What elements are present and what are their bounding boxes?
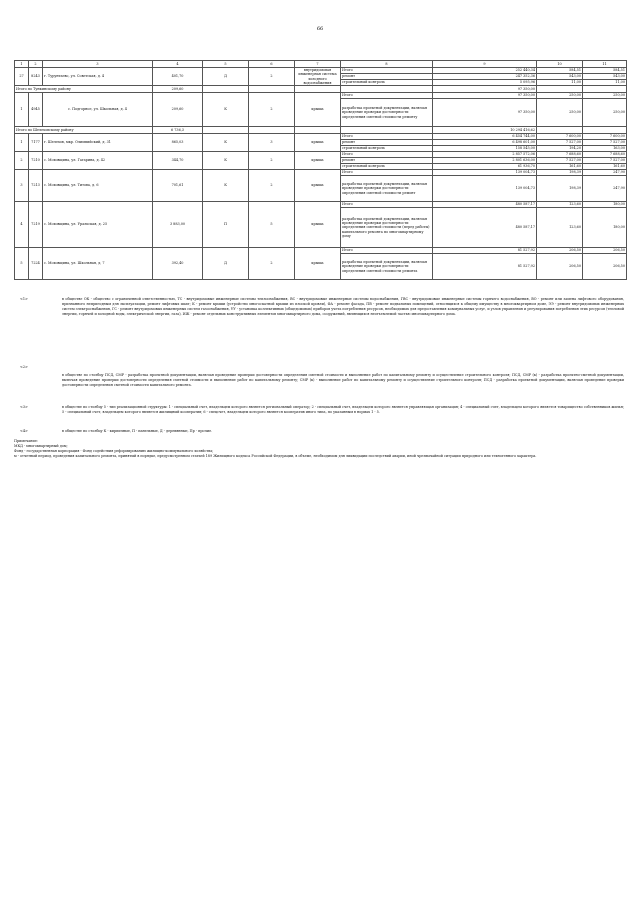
unit-cost: 11,00	[537, 80, 583, 86]
footnote-text: в обществе по столбцу 5 - тип реализационной структуры: 1 - специальный счет, владельцем которого является региональный оператор; 2 - специальный счет, владельцем которого является управляющая организация; 4 - специальный счет, владельцем которого является товарищество собственников жилья; 5 - специальный счет, владельцем которого является жилищный кооператив; 6 - спецсчет, владельцем которого является кооператив иного типа, по указанным в нормах 1 - 5.	[62, 405, 624, 414]
unit-cost: 206,50	[537, 248, 583, 254]
remarks-line: Фонд - государственная корпорация - Фонд содействия реформированию жилищно-коммунального хозяйства;	[14, 449, 214, 454]
unit-cost: 584,51	[537, 68, 583, 74]
work-stage: строительный контроль	[341, 164, 433, 170]
cost: 5 095,96	[433, 80, 537, 86]
unit-cost: 198,39	[537, 176, 583, 202]
limit-cost: 180,00	[583, 202, 627, 208]
cost: 2 857 572,06	[433, 152, 537, 158]
footnote-text: в обществе по столбцу К - кирпичные, П - панельные, Д - деревянные, Пр - прочие.	[62, 429, 213, 433]
address: с. Моховщина, ул. Школьная, д. 7	[43, 248, 153, 280]
table-row	[15, 134, 627, 140]
wall-material: П	[203, 202, 249, 248]
unit-cost: 7 527,00	[537, 158, 583, 164]
address: с. Моховщина, ул. Гагарина, д. 42	[43, 152, 153, 170]
unit-cost: 206,50	[537, 254, 583, 280]
unit-cost: 7 527,00	[537, 140, 583, 146]
cost: 6 454 744,00	[433, 134, 537, 140]
footnote-text: в обществе ОК - общество с ограниченной ответственностью, ТС - внутридомовые инженерные системы теплоснабжения, ВС - внутридомовые инженерные системы водоснабжения, ГВС - внутридомовые инженерные системы горячего водоснабжения, ВО - ремонт или замена лифтового оборудования, признанного непригодным для эксплуатации, ремонт лифтовых шахт; К - ремонт крыши (устройство многоскатной крыши из плоской кровли), ФА - ремонт фасада, ПВ - ремонт подвальных помещений, относящихся к общему имуществу в многоквартирном доме, ЭЭ - ремонт внутридомовых инженерных систем электроснабжения, ГС - ремонт внутридомовых инженерных систем газоснабжения, УУ - установка коллективных (общедомовых) приборов учета потребления ресурсов, необходимых для предоставления коммунальных услуг, и узлов управления и регулирования потребления этих ресурсов (тепловой энергии, горячей и холодной воды, электрической энергии, газа), ИЖ - ремонт отдельных конструктивных элементов многоквартирного дома, сооружений, являющихся неотъемлемой частью многоквартирного дома.	[62, 297, 624, 316]
work-stage: Итого	[341, 134, 433, 140]
cost: 61 936,70	[433, 164, 537, 170]
limit-cost: 7 600,00	[583, 134, 627, 140]
limit-cost: 180,00	[583, 208, 627, 248]
address: с. Подгорное, ул. Школьная, д. 4	[43, 93, 153, 127]
wall-material: Д	[203, 68, 249, 86]
area: 392,40	[153, 248, 203, 280]
col-head: 6	[249, 61, 295, 68]
limit-cost: 584,51	[583, 68, 627, 74]
footnote-mark: <3>	[20, 405, 28, 409]
cost: 139 004,73	[433, 176, 537, 202]
cost: 480 587,17	[433, 202, 537, 208]
limit-cost: 7 688,60	[583, 152, 627, 158]
cost: 158 545,00	[433, 146, 537, 152]
area: 865,03	[153, 134, 203, 152]
limit-cost: 250,00	[583, 99, 627, 127]
work-type: крыша	[295, 93, 341, 127]
cost: 480 587,17	[433, 208, 537, 248]
col-head: 2	[29, 61, 43, 68]
work-stage: строительный контроль	[341, 146, 433, 152]
limit-cost: 250,00	[583, 93, 627, 99]
unit-cost: 543,00	[537, 74, 583, 80]
district-total-label: Итого по Шелеховскому району	[15, 127, 153, 134]
limit-cost: 7 527,00	[583, 140, 627, 146]
row-number: 2	[15, 152, 29, 170]
floors: 2	[249, 152, 295, 170]
limit-cost: 11,00	[583, 80, 627, 86]
work-type: крыша	[295, 134, 341, 152]
footnote-text: в обществе по столбцу ПСД, СМР - разработка проектной документации, включая проведение проверки достоверности определения сметной стоимости и выполнение работ по капитальному ремонту и осуществление строительного контроля; ПСД, СМР (к) - разработка проектно-сметной документации, включая проведение проверки достоверности определения сметной стоимости и выполнение работ по капитальному ремонту; СМР (к) - выполнение работ по капитальному ремонту и осуществление строительного контроля; ПСД - разработка проектной документации, включая проведение проверки достоверности определения сметной стоимости капитального ремонта.	[62, 373, 624, 387]
unit-cost: 7 600,00	[537, 134, 583, 140]
col-head: 4	[153, 61, 203, 68]
row-number: 27	[15, 68, 29, 86]
area: 344,70	[153, 152, 203, 170]
district-total-cost: 97 350,00	[433, 86, 537, 93]
col-head: 9	[433, 61, 537, 68]
work-type: крыша	[295, 202, 341, 248]
work-type: крыша	[295, 170, 341, 202]
remarks-title: Примечание:	[14, 439, 38, 443]
table-row	[15, 68, 627, 74]
floors: 2	[249, 170, 295, 202]
remarks-block	[14, 439, 574, 459]
district-total-row	[15, 127, 627, 134]
floors: 2	[249, 93, 295, 127]
table-row	[15, 93, 627, 99]
unit-cost: 123,60	[537, 208, 583, 248]
work-stage: ремонт	[341, 158, 433, 164]
work-stage: разработка проектной документации, включая проведение проверки достоверности определения сметной стоимости ремонта	[341, 254, 433, 280]
page-number: 66	[316, 26, 324, 32]
district-total-row	[15, 86, 627, 93]
work-stage: Итого	[341, 170, 433, 176]
house-id: 7177	[29, 134, 43, 152]
floors: 3	[249, 134, 295, 152]
house-id: 7224	[29, 248, 43, 280]
limit-cost: 206,50	[583, 248, 627, 254]
work-type: крыша	[295, 152, 341, 170]
remarks-line: МКД - многоквартирный дом;	[14, 444, 68, 449]
area: 3 883,00	[153, 202, 203, 248]
table-row	[15, 170, 627, 176]
limit-cost: 163,00	[583, 146, 627, 152]
col-head: 10	[537, 61, 583, 68]
floors: 2	[249, 68, 295, 86]
col-head: 11	[583, 61, 627, 68]
work-stage: разработка проектной документации, включая проведение проверки достоверности определения сметной стоимости (перед работы) капитального ремонта по многоквартирному дому	[341, 208, 433, 248]
work-stage: ремонт	[341, 74, 433, 80]
footnote-mark: <1>	[20, 297, 28, 301]
area: 701,61	[153, 170, 203, 202]
wall-material: К	[203, 93, 249, 127]
house-id: 7219	[29, 202, 43, 248]
cost: 252 440,34	[433, 68, 537, 74]
work-type: внутридомовая инженерная система холодного водоснабжения	[295, 68, 341, 86]
wall-material: К	[203, 134, 249, 152]
table-row	[15, 202, 627, 208]
floors: 2	[249, 248, 295, 280]
district-total-area: 6 736,3	[153, 127, 203, 134]
work-stage: разработка проектной документации, включая проведение проверки достоверности определения сметной стоимости ремонту	[341, 99, 433, 127]
row-number: 4	[15, 202, 29, 248]
work-stage: Итого	[341, 248, 433, 254]
column-number-row	[15, 61, 627, 68]
limit-cost: 247,90	[583, 176, 627, 202]
cost: 2 801 636,00	[433, 158, 537, 164]
unit-cost: 194,20	[537, 146, 583, 152]
cost: 81 527,92	[433, 254, 537, 280]
row-number: 1	[15, 134, 29, 152]
district-total-cost: 10 294 416,62	[433, 127, 537, 134]
work-stage: строительный контроль	[341, 80, 433, 86]
cost: 6 498 601,00	[433, 140, 537, 146]
unit-cost: 7 688,60	[537, 152, 583, 158]
address: г. Турунтаево, ул. Советская, д. 4	[43, 68, 153, 86]
work-stage: Итого	[341, 152, 433, 158]
col-head: 5	[203, 61, 249, 68]
cost: 247 352,36	[433, 74, 537, 80]
cost: 97 350,00	[433, 99, 537, 127]
col-head: 7	[295, 61, 341, 68]
work-type: крыша	[295, 248, 341, 280]
address: с. Моховщина, ул. Уральская, д. 25	[43, 202, 153, 248]
row-number: 5	[15, 248, 29, 280]
cost: 97 350,00	[433, 93, 537, 99]
table-row	[15, 248, 627, 254]
cost: 139 004,73	[433, 170, 537, 176]
address: с. Моховщина, ул. Титова, д. 6	[43, 170, 153, 202]
footnote-mark: <4>	[20, 429, 28, 433]
house-id: 4945	[29, 93, 43, 127]
row-number: 3	[15, 170, 29, 202]
remarks-line: м - отчетный период, проведения капитального ремонта, принятый в порядке, предусмотренном статьей 189 Жилищного кодекса Российской Федерации, в объеме, необходимом для ликвидации последствий аварии, иной чрезвычайной ситуации природного или техногенного характера.	[14, 454, 537, 459]
area: 209,60	[153, 93, 203, 127]
unit-cost: 123,60	[537, 202, 583, 208]
work-stage: Итого	[341, 68, 433, 74]
house-id: 7210	[29, 152, 43, 170]
col-head: 8	[341, 61, 433, 68]
work-stage: разработка проектной документации, включая проведение проверки достоверности определения сметной стоимости ремонт	[341, 176, 433, 202]
unit-cost: 250,00	[537, 99, 583, 127]
limit-cost: 247,90	[583, 170, 627, 176]
district-total-label: Итого по Тункинскому району	[15, 86, 153, 93]
work-stage: ремонт	[341, 140, 433, 146]
col-head: 3	[43, 61, 153, 68]
wall-material: К	[203, 152, 249, 170]
work-stage: Итого	[341, 202, 433, 208]
work-stage: Итого	[341, 93, 433, 99]
address: г. Шелехов, мкр. Олимпийский, д. 31	[43, 134, 153, 152]
capital-repair-table	[14, 60, 627, 280]
limit-cost: 161,60	[583, 164, 627, 170]
floors: 5	[249, 202, 295, 248]
limit-cost: 543,00	[583, 74, 627, 80]
unit-cost: 198,39	[537, 170, 583, 176]
footnote-mark: <2>	[20, 365, 28, 369]
row-number: 1	[15, 93, 29, 127]
unit-cost: 161,60	[537, 164, 583, 170]
house-id: 8243	[29, 68, 43, 86]
area: 401,70	[153, 68, 203, 86]
wall-material: К	[203, 170, 249, 202]
limit-cost: 206,50	[583, 254, 627, 280]
table-row	[15, 152, 627, 158]
district-total-area: 209,60	[153, 86, 203, 93]
house-id: 7213	[29, 170, 43, 202]
wall-material: Д	[203, 248, 249, 280]
unit-cost: 250,00	[537, 93, 583, 99]
col-head: 1	[15, 61, 29, 68]
cost: 81 527,92	[433, 248, 537, 254]
limit-cost: 7 527,00	[583, 158, 627, 164]
